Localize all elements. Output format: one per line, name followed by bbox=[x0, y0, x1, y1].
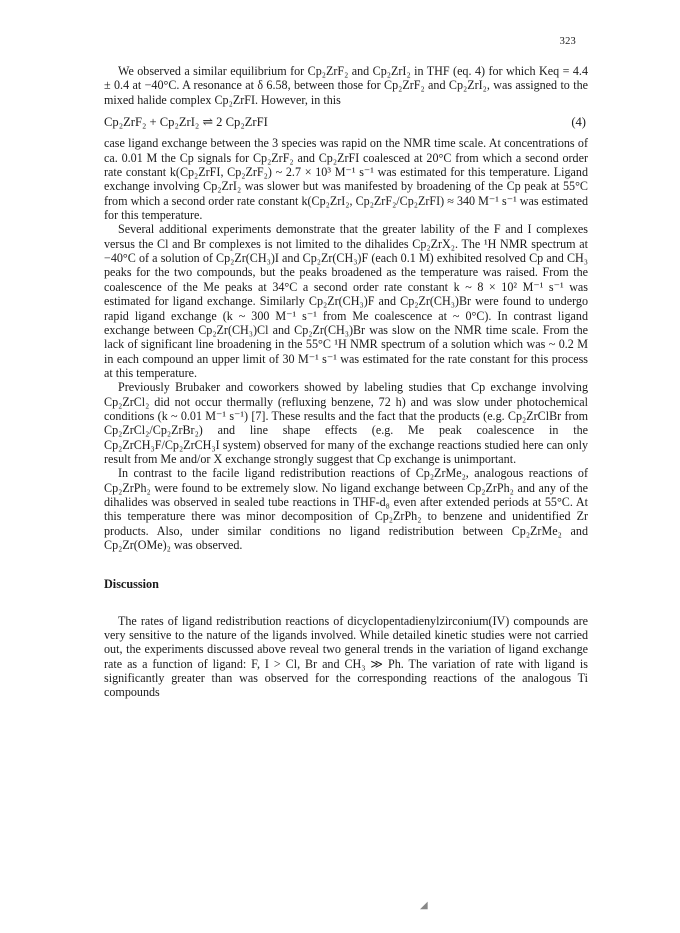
section-heading-discussion: Discussion bbox=[104, 577, 159, 592]
article-body bbox=[104, 64, 588, 700]
page-number: 323 bbox=[559, 36, 576, 47]
equation-number: (4) bbox=[571, 115, 586, 130]
equation-4 bbox=[104, 115, 588, 129]
paragraph-equilibrium: We observed a similar equilibrium for Cp₂ZrF₂ and Cp₂ZrI₂ in THF (eq. 4) for which Keq = 4.4 ± 0.4 at −40°C. A resonance at δ 6.58, between those for Cp₂ZrF₂ and Cp₂ZrI₂, was assigned to the mixed halide complex Cp₂ZrFI. However, in this bbox=[104, 64, 588, 107]
equation-text: Cp₂ZrF₂ + Cp₂ZrI₂ ⇌ 2 Cp₂ZrFI bbox=[104, 115, 268, 130]
paragraph-additional-experiments: Several additional experiments demonstrate that the greater lability of the F and I complexes versus the Cl and Br complexes is not limited to the dihalides Cp₂ZrX₂. The ¹H NMR spectrum at −40°C of a solution of Cp₂Zr(CH₃)I and Cp₂Zr(CH₃)F (each 0.1 M) exhibited resolved Cp and CH₃ peaks for the two compounds, but the peaks broadened as the temperature was raised. From the coalescence of the Me peaks at 34°C a second order rate constant k ~ 8 × 10² M⁻¹ s⁻¹ was estimated for ligand exchange. Similarly Cp₂Zr(CH₃)F and Cp₂Zr(CH₃)Br were found to undergo rapid ligand exchange (k ~ 300 M⁻¹ s⁻¹ from Me coalescence at ~ 0°C). In contrast ligand exchange between Cp₂Zr(CH₃)Cl and Cp₂Zr(CH₃)Br was slow on the NMR time scale. From the lack of significant line broadening in the 55°C ¹H NMR spectrum of a solution which was ~ 0.2 M in each compound an upper limit of 30 M⁻¹ s⁻¹ was estimated for the rate constant for this process at this temperature. bbox=[104, 222, 588, 380]
paragraph-cp-exchange: Previously Brubaker and coworkers showed by labeling studies that Cp exchange involving Cp₂ZrCl₂ did not occur thermally (refluxing benzene, 72 h) and was slow under photochemical conditions (k ~ 0.01 M⁻¹ s⁻¹) [7]. These results and the fact that the products (e.g. Cp₂ZrClBr from Cp₂ZrCl₂/Cp₂ZrBr₂) and line shape effects (e.g. Me peak coalescence in the Cp₂ZrCH₃F/Cp₂ZrCH₃I system) observed for many of the exchange reactions studied here can only result from Me and/or X exchange strongly suggest that Cp exchange is unimportant. bbox=[104, 380, 588, 466]
paragraph-discussion: The rates of ligand redistribution reactions of dicyclopentadienylzirconium(IV) compounds are very sensitive to the nature of the ligands involved. While detailed kinetic studies were not carried out, the experiments discussed above reveal two general trends in the variation of ligand exchange rate as a function of ligand: F, I > Cl, Br and CH₃ ≫ Ph. The variation of rate with ligand is significantly greater than was observed for the corresponding reactions of the analogous Ti compounds bbox=[104, 613, 588, 700]
paragraph-exchange-rate: case ligand exchange between the 3 species was rapid on the NMR time scale. At concentrations of ca. 0.01 M the Cp signals for Cp₂ZrF₂ and Cp₂ZrFI coalesced at 20°C from which a second order rate constant k(Cp₂ZrFI, Cp₂ZrF₂) ~ 2.7 × 10³ M⁻¹ s⁻¹ was estimated for this temperature. Ligand exchange involving Cp₂ZrI₂ was slower but was manifested by broadening of the Cp peak at 55°C from which a second order rate constant k(Cp₂ZrI₂, Cp₂ZrF₂/Cp₂ZrFI) ≈ 340 M⁻¹ s⁻¹ was estimated for this temperature. bbox=[104, 136, 588, 223]
paragraph-diphenyl: In contrast to the facile ligand redistribution reactions of Cp₂ZrMe₂, analogous reactions of Cp₂ZrPh₂ were found to be extremely slow. No ligand exchange between Cp₂ZrPh₂ and any of the dihalides was observed in sealed tube reactions in THF-d₈ even after extended periods at 55°C. At this temperature there was minor decomposition of Cp₂ZrPh₂ to benzene and unidentified Zr products. Also, under similar conditions no ligand redistribution between Cp₂ZrMe₂ and Cp₂Zr(OMe)₂ was observed. bbox=[104, 466, 588, 552]
scan-mark-icon: ◢ bbox=[420, 900, 428, 911]
